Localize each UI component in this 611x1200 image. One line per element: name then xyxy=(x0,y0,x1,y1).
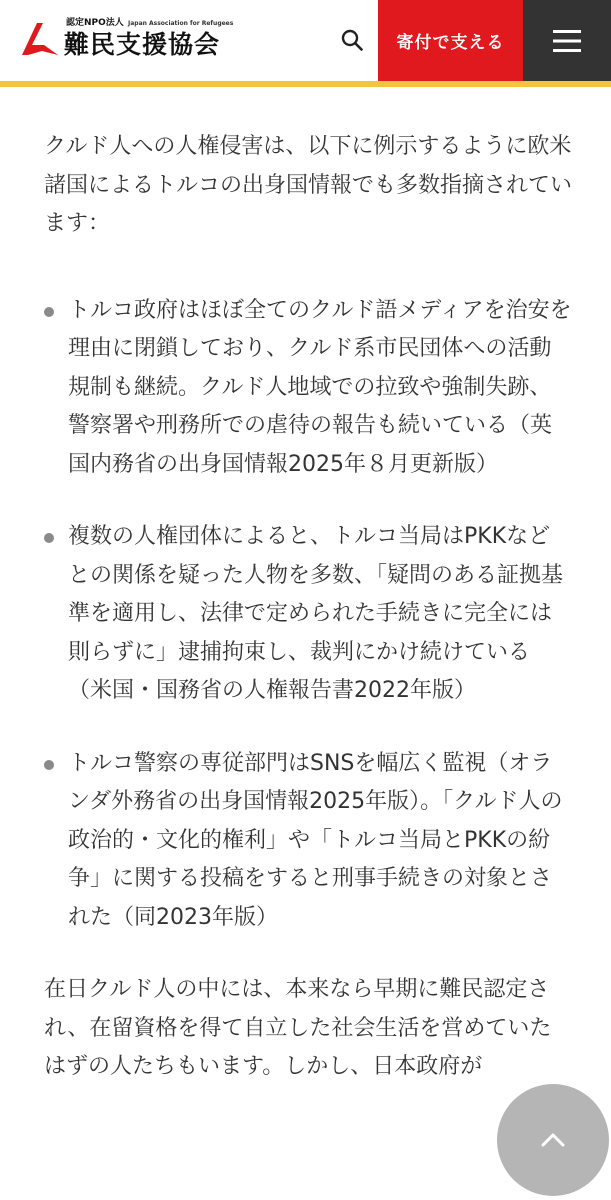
bullet-dot-icon xyxy=(44,533,54,543)
outro-paragraph: 在日クルド人の中には、本来なら早期に難民認定され、在留資格を得て自立した社会生活を営めていたはずの人たちもいます。しかし、日本政府が xyxy=(44,977,552,1079)
bullet-list xyxy=(44,292,572,938)
list-item-text: 複数の人権団体によると、トルコ当局はPKKなどとの関係を疑った人物を多数、「疑問のある証拠基準を適用し、法律で定められた手続きに完全には則らずに」逮捕拘束し、裁判にかけ続けている（米国・国務省の人権報告書2022年版） xyxy=(68,524,564,703)
site-logo[interactable] xyxy=(20,18,240,62)
article-body xyxy=(44,128,572,1087)
logo-subtitle: 認定NPO法人 xyxy=(66,18,124,28)
hamburger-menu-icon xyxy=(553,30,581,52)
donate-button[interactable]: 寄付で支える xyxy=(378,0,523,81)
menu-button[interactable] xyxy=(523,0,611,81)
logo-english-name: Japan Association for Refugees xyxy=(128,20,234,27)
header-accent-border xyxy=(0,81,611,87)
list-item xyxy=(44,518,572,711)
intro-paragraph: クルド人への人権侵害は、以下に例示するように欧米諸国によるトルコの出身国情報でも多数指摘されています： xyxy=(44,134,573,236)
site-header xyxy=(0,0,611,81)
list-item-text: トルコ政府はほぼ全てのクルド語メディアを治安を理由に閉鎖しており、クルド系市民団体への活動規制も継続。クルド人地域での拉致や強制失跡、警察署や刑務所での虐待の報告も続いている（英国内務省の出身国情報2025年８月更新版） xyxy=(68,297,572,477)
logo-name: 難民支援協会 xyxy=(64,30,221,59)
scroll-to-top-button[interactable] xyxy=(497,1084,609,1196)
search-button[interactable] xyxy=(332,20,372,60)
chevron-up-icon xyxy=(540,1132,566,1148)
search-icon xyxy=(341,29,363,51)
list-item-text: トルコ警察の専従部門はSNSを幅広く監視（オランダ外務省の出身国情報2025年版）。「クルド人の政治的・文化的権利」や「トルコ当局とPKKの紛争」に関する投稿をすると刑事手続きの対象とされた（同2023年版） xyxy=(68,750,563,930)
list-item xyxy=(44,292,572,485)
logo-mark-icon xyxy=(20,21,60,57)
bullet-dot-icon xyxy=(44,307,54,317)
bullet-dot-icon xyxy=(44,760,54,770)
list-item xyxy=(44,745,572,938)
